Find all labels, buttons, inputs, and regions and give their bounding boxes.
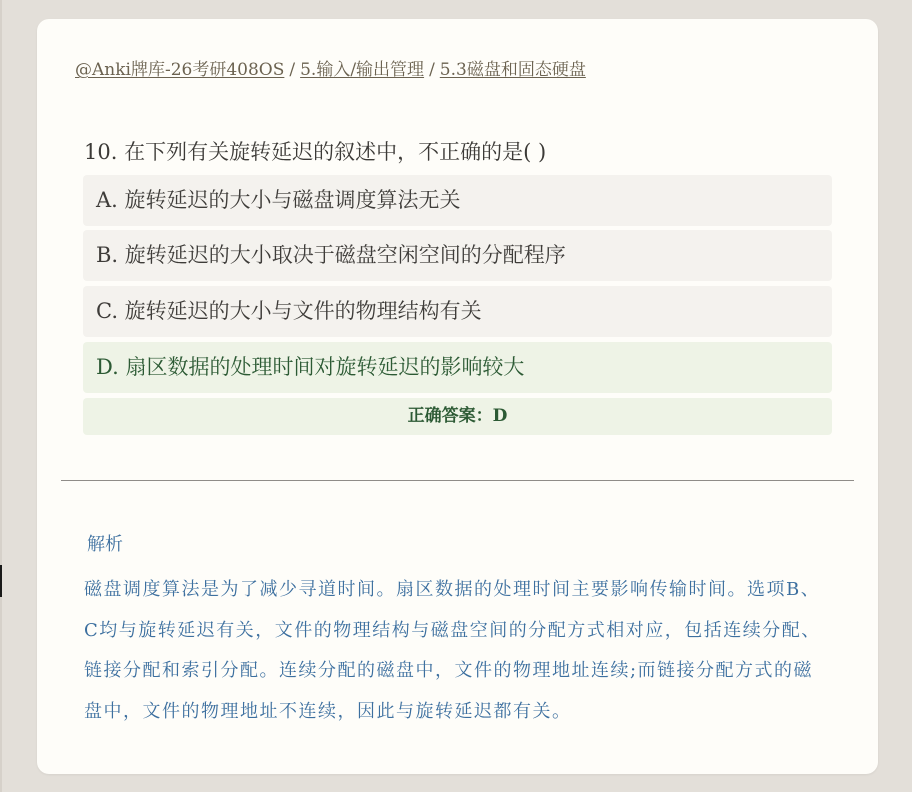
- breadcrumb-chapter-link[interactable]: 5.输入/输出管理: [300, 60, 425, 80]
- divider: [61, 480, 854, 481]
- question-text: 10. 在下列有关旋转延迟的叙述中，不正确的是( ): [84, 140, 547, 164]
- correct-answer: 正确答案：D: [83, 398, 832, 435]
- option-d[interactable]: D. 扇区数据的处理时间对旋转延迟的影响较大: [83, 342, 832, 393]
- option-b[interactable]: B. 旋转延迟的大小取决于磁盘空闲空间的分配程序: [83, 230, 832, 281]
- breadcrumb-section-link[interactable]: 5.3磁盘和固态硬盘: [439, 60, 586, 80]
- card: [37, 19, 878, 774]
- edge-marker: [0, 565, 2, 597]
- breadcrumb-separator: /: [429, 60, 435, 80]
- option-c[interactable]: C. 旋转延迟的大小与文件的物理结构有关: [83, 286, 832, 337]
- breadcrumb-separator: /: [289, 60, 296, 80]
- explanation-body: 磁盘调度算法是为了减少寻道时间。扇区数据的处理时间主要影响传输时间。选项B、C均与旋转延迟有关，文件的物理结构与磁盘空间的分配方式相对应，包括连续分配、链接分配和索引分配。连续分配的磁盘中，文件的物理地址连续;而链接分配方式的磁盘中，文件的物理地址不连续，因此与旋转延迟都有关。: [84, 579, 821, 722]
- breadcrumb: [75, 60, 586, 80]
- breadcrumb-deck-link[interactable]: @Anki牌库-26考研408OS: [75, 60, 285, 80]
- window-left-edge: [0, 0, 2, 792]
- explanation-title: 解析: [87, 534, 123, 555]
- option-a[interactable]: A. 旋转延迟的大小与磁盘调度算法无关: [83, 175, 832, 226]
